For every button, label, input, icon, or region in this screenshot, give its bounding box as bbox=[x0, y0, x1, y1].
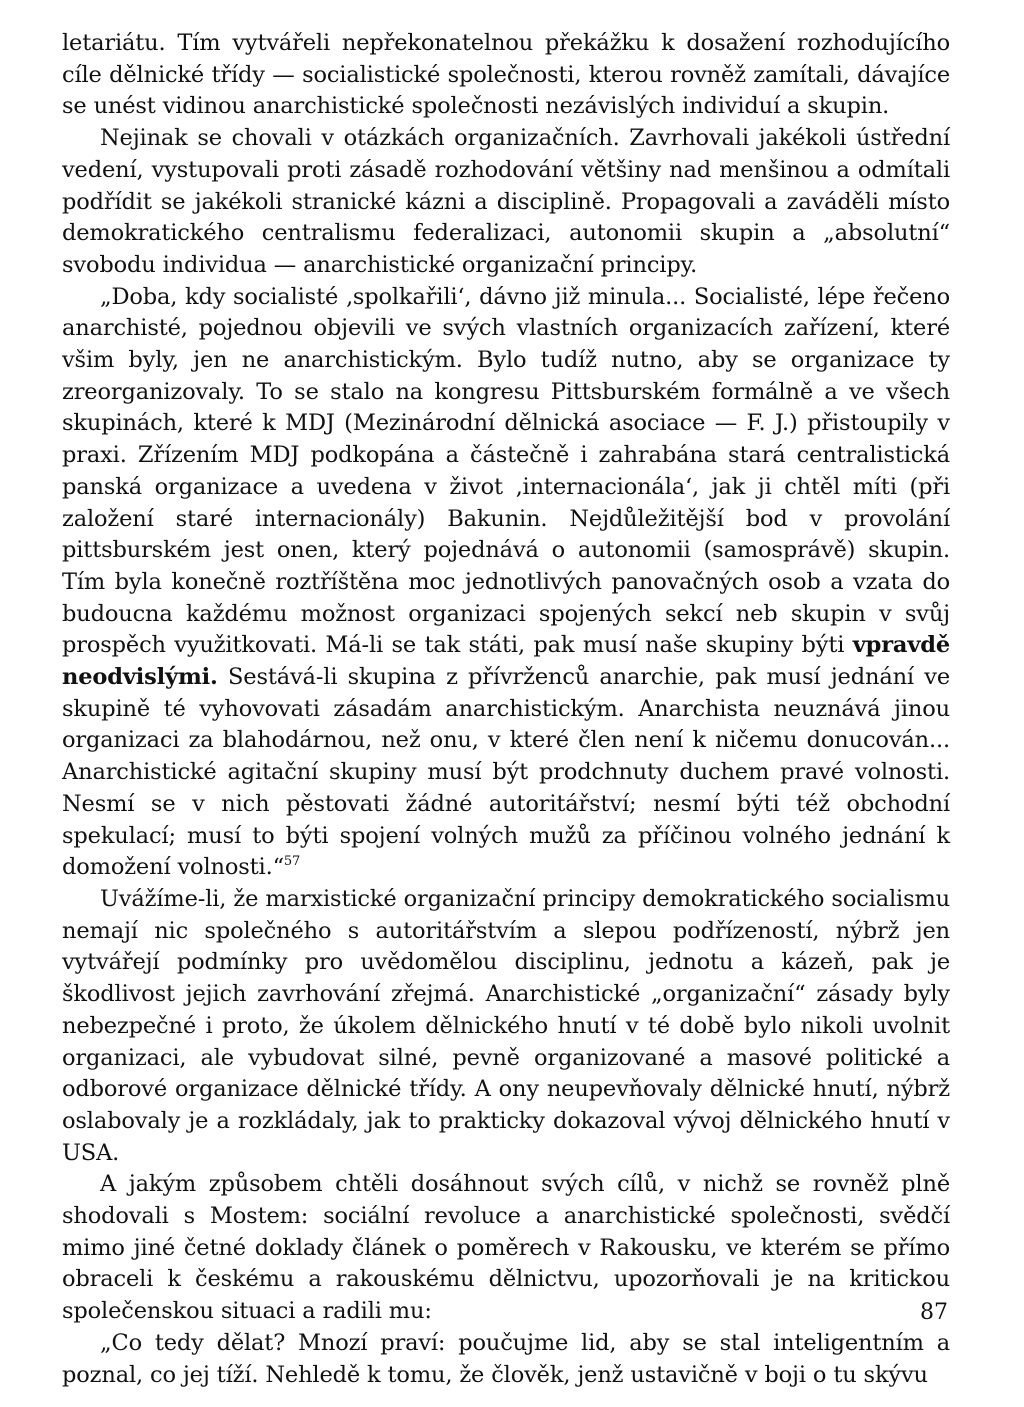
footnote-marker: 57 bbox=[283, 854, 301, 870]
paragraph-4: Uvážíme-li, že marxistické organizační principy demokratického socialismu nemají nic společného s autoritářstvím a slepou podřízeností, nýbrž jen vytvářejí podmínky pro uvědomělou disciplinu, jednotu a kázeň, pak je škodlivost jejich zavrhování zřejmá. Anarchistické „organizační“ zásady byly nebezpečné i proto, že úkolem dělnického hnutí v té době bylo nikoli uvolnit organizaci, ale vybudovat silné, pevně organizované a masové politické a odborové organizace dělnické třídy. A ony neupevňovaly dělnické hnutí, nýbrž oslabovaly je a rozkládaly, jak to prakticky dokazoval vývoj dělnického hnutí v USA. bbox=[62, 885, 950, 1166]
paragraph-1: letariátu. Tím vytvářeli nepřekonatelnou překážku k dosažení rozhodujícího cíle dělnické třídy — socialistické společnosti, kterou rovněž zamítali, dávajíce se unést vidinou anarchistické společnosti nezávislých individuí a skupin. bbox=[62, 30, 950, 120]
quote-text-after: Sestává-li skupina z přívrženců anarchie, pak musí jednání ve skupině té vyhovovati zásadám anarchistickým. Anarchista neuznává jinou organizaci za blahodárnou, než onu, v které člen není k ničemu donucován... Anarchistické agitační skupiny musí být prodchnuty duchem pravé volnosti. Nesmí se v nich pěstovati žádné autoritářství; nesmí býti též obchodní spekulací; musí to býti spojení volných mužů za příčinou volného jednání k domožení volnosti.“ bbox=[62, 664, 950, 881]
page-body bbox=[62, 28, 950, 1391]
quote-text-before: „Doba, kdy socialisté ‚spolkařili‘, dávno již minula... Socialisté, lépe řečeno anarchisté, pojednou objevili ve svých vlastních organizacích zařízení, které všim byly, jen ne anarchistickým. Bylo tudíž nutno, aby se organizace ty zreorganizovaly. To se stalo na kongresu Pittsburském formálně a ve všech skupinách, které k MDJ (Mezinárodní dělnická asociace — F. J.) přistoupily v praxi. Zřízením MDJ podkopána a částečně i zahrabána stará centralistická panská organizace a uvedena v život ‚internacionála‘, jak ji chtěl míti (při založení staré internacionály) Bakunin. Nejdůležitější bod v provolání pittsburském jest onen, který pojednává o autonomii (samosprávě) skupin. Tím byla konečně roztříštěna moc jednotlivých panovačných osob a vzata do budoucna každému možnost organizaci spojených sekcí neb skupin v svůj prospěch využitkovati. Má-li se tak státi, pak musí naše skupiny býti bbox=[62, 283, 950, 659]
paragraph-5: A jakým způsobem chtěli dosáhnout svých cílů, v nichž se rovněž plně shodovali s Mostem: sociální revoluce a anarchistické společnosti, svědčí mimo jiné četné doklady článek o poměrech v Rakousku, ve kterém se přímo obraceli k českému a rakouskému dělnictvu, upozorňovali je na kritickou společenskou situaci a radili mu: bbox=[62, 1171, 950, 1325]
quote-bold-emphasis: vpravdě neodvislými. bbox=[62, 632, 950, 691]
quote-paragraph bbox=[62, 282, 950, 884]
paragraph-2: Nejinak se chovali v otázkách organizačních. Zavrhovali jakékoli ústřední vedení, vystupovali proti zásadě rozhodování většiny nad menšinou a odmítali podřídit se jakékoli stranické kázni a disciplině. Propagovali a zaváděli místo demokratického centralismu federalizaci, autonomii skupin a „absolutní“ svobodu individua — anarchistické organizační principy. bbox=[62, 125, 950, 278]
page-number: 87 bbox=[920, 1300, 948, 1325]
paragraph-6: „Co tedy dělat? Mnozí praví: poučujme lid, aby se stal inteligentním a poznal, co jej tíží. Nehledě k tomu, že člověk, jenž ustavičně v boji o tu skývu bbox=[62, 1329, 950, 1388]
